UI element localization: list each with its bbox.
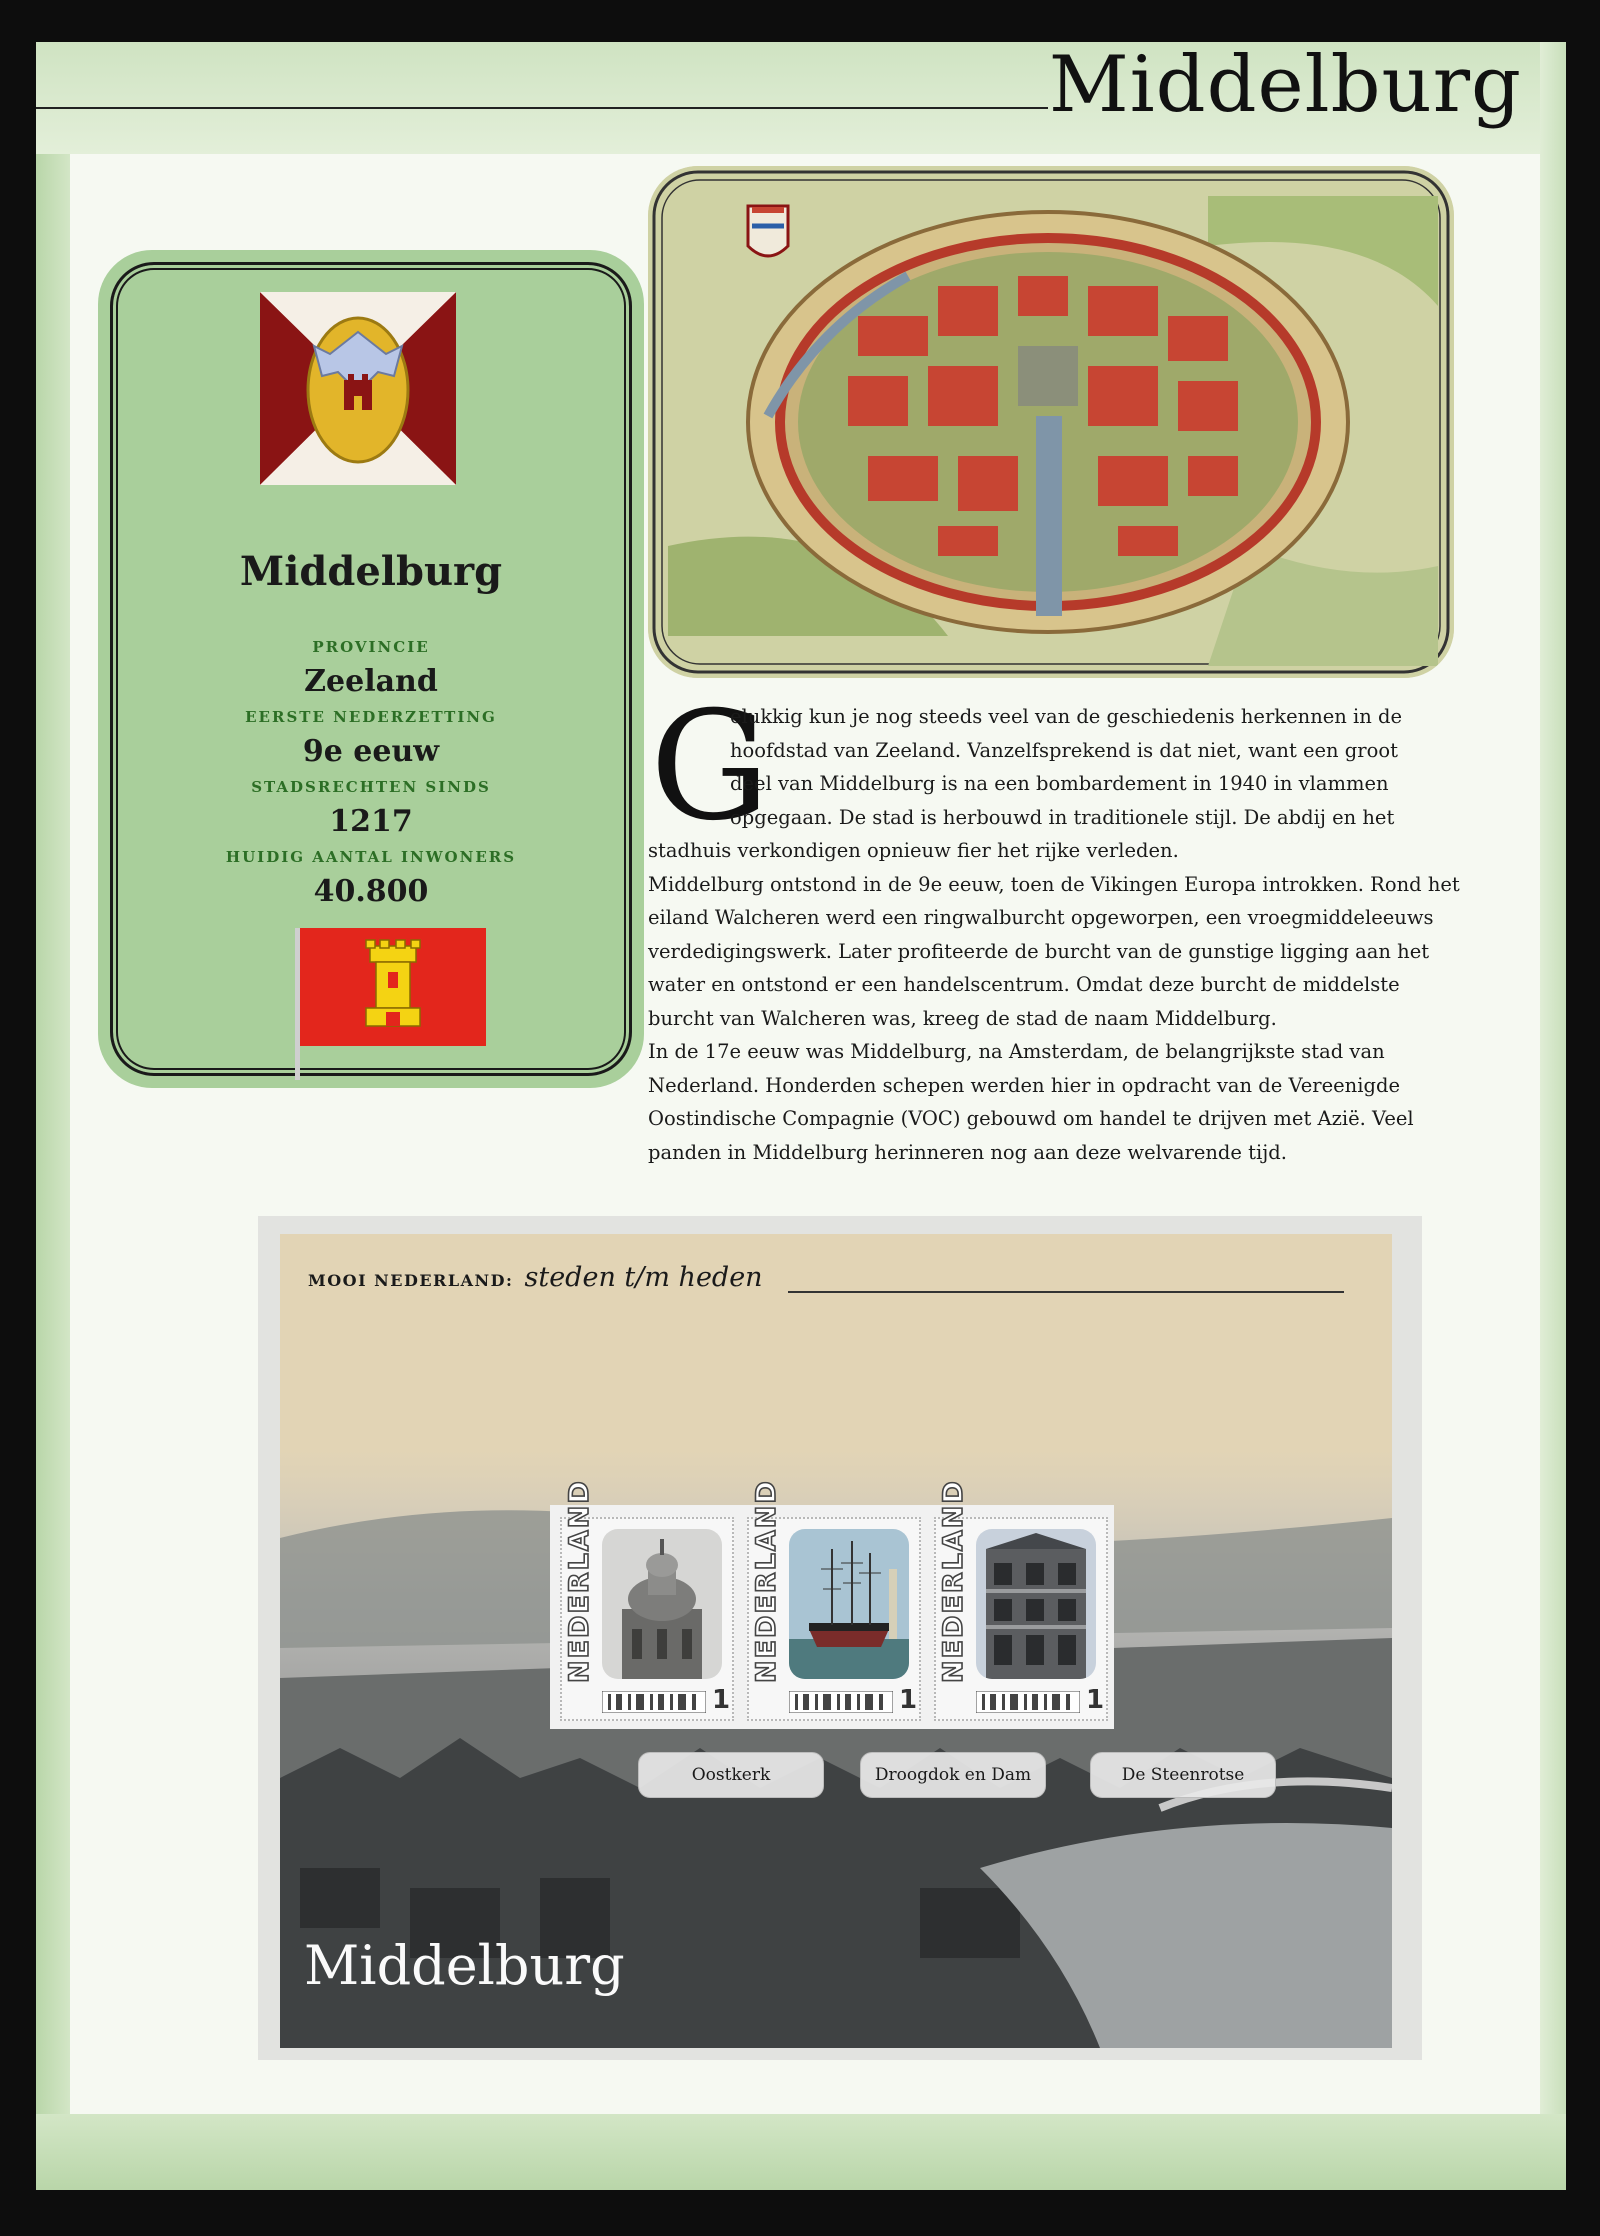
left-green-band [36, 42, 70, 2190]
caption-droogdok: Droogdok en Dam [860, 1752, 1046, 1798]
article-line: deel van Middelburg is na een bombardement in 1940 in vlammen [730, 772, 1389, 795]
stamp-value: 1 [1086, 1685, 1105, 1715]
fact-value-province: Zeeland [304, 664, 438, 699]
article-line: panden in Middelburg herinneren nog aan deze welvarende tijd. [648, 1140, 1287, 1164]
fact-label-city-rights: STADSRECHTEN SINDS [251, 778, 491, 796]
stamp-country-text: NEDERLAND [564, 1479, 595, 1683]
barcode-icon [602, 1691, 706, 1713]
sheet-rule [788, 1291, 1344, 1293]
article-line: eiland Walcheren werd een ringwalburcht opgeworpen, een vroegmiddeleeuws [648, 906, 1434, 929]
article-line: In de 17e eeuw was Middelburg, na Amsterdam, de belangrijkste stad van [648, 1040, 1385, 1063]
article-line: hoofdstad van Zeeland. Vanzelfsprekend is dat niet, want een groot [730, 738, 1398, 762]
article-line: Nederland. Honderden schepen werden hier in opdracht van de Vereenigde [648, 1073, 1400, 1097]
barcode-icon [976, 1691, 1080, 1713]
article-line: burcht van Walcheren was, kreeg de stad de naam Middelburg. [648, 1006, 1277, 1030]
article-text [648, 700, 1498, 1169]
sheet-header [308, 1262, 763, 1293]
souvenir-sheet [280, 1234, 1392, 2048]
stamp-droogdok [747, 1479, 921, 1721]
coat-of-arms-icon [260, 292, 456, 485]
article-line: Oostindische Compagnie (VOC) gebouwd om handel te drijven met Azië. Veel [648, 1107, 1414, 1130]
oostkerk-photo [602, 1529, 722, 1679]
article-line: water en ontstond er een handelscentrum. Omdat deze burcht de middelste [648, 973, 1400, 996]
caption-steenrotse: De Steenrotse [1090, 1752, 1276, 1798]
fact-value-population: 40.800 [313, 874, 429, 909]
city-flag [300, 928, 486, 1046]
fact-value-city-rights: 1217 [329, 804, 413, 839]
page-title: Middelburg [1048, 42, 1522, 130]
fact-label-population: HUIDIG AANTAL INWONERS [225, 848, 517, 866]
article-line: opgegaan. De stad is herbouwd in traditionele stijl. De abdij en het [730, 805, 1395, 829]
stamp-value: 1 [712, 1685, 731, 1715]
article-line: elukkig kun je nog steeds veel van de geschiedenis herkennen in de [730, 705, 1403, 728]
fact-label-settlement: EERSTE NEDERZETTING [245, 708, 497, 726]
facts-list [98, 636, 644, 916]
sheet-series: MOOI NEDERLAND: [308, 1271, 514, 1290]
fact-label-province: PROVINCIE [312, 638, 430, 656]
steenrotse-photo [976, 1529, 1096, 1679]
fact-value-settlement: 9e eeuw [302, 734, 440, 769]
caption-oostkerk: Oostkerk [638, 1752, 824, 1798]
card-city-name: Middelburg [239, 548, 503, 595]
droogdok-photo [789, 1529, 909, 1679]
stamp-steenrotse [934, 1479, 1108, 1721]
stamp-country-text: NEDERLAND [751, 1479, 782, 1683]
sheet-subtitle: steden t/m heden [524, 1262, 763, 1293]
castle-tower-icon [300, 928, 486, 1046]
bottom-green-band [36, 2114, 1566, 2190]
right-green-band [1540, 42, 1566, 2190]
stamp-oostkerk [560, 1479, 734, 1721]
article-line: verdedigingswerk. Later profiteerde de burcht van de gunstige ligging aan het [648, 939, 1430, 963]
barcode-icon [789, 1691, 893, 1713]
sheet-city-name: Middelburg [304, 1934, 625, 1997]
article-line: stadhuis verkondigen opnieuw fier het rijke verleden. [648, 839, 1179, 862]
stamp-strip [552, 1479, 1112, 1727]
drop-cap: G [650, 680, 770, 854]
stamp-value: 1 [899, 1685, 918, 1715]
title-rule [36, 107, 1048, 109]
stamp-country-text: NEDERLAND [938, 1479, 969, 1683]
article-line: Middelburg ontstond in de 9e eeuw, toen de Vikingen Europa introkken. Rond het [648, 872, 1460, 896]
historic-city-map [648, 166, 1454, 678]
